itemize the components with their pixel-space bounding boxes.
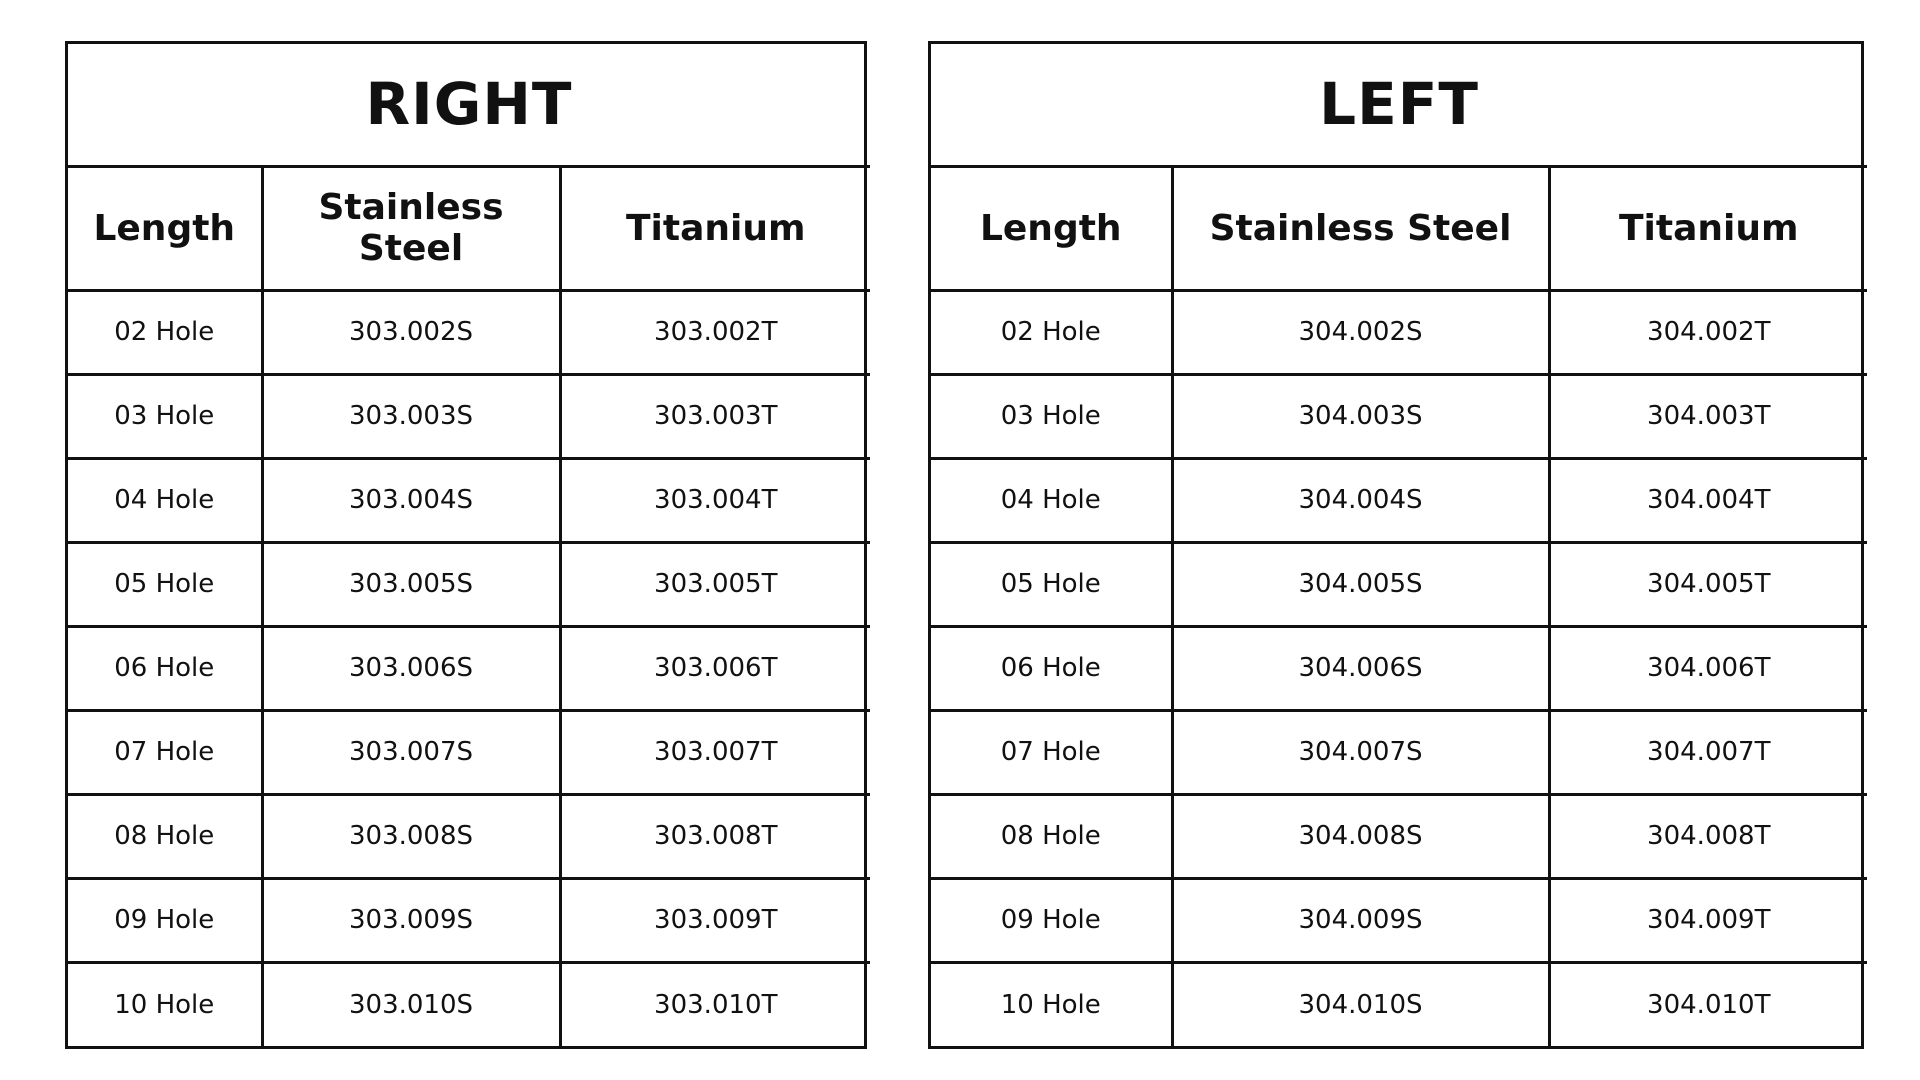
stainless-steel-cell: 303.005S (262, 542, 560, 626)
table-title-row (931, 44, 1867, 166)
stainless-steel-cell: 304.008S (1172, 794, 1549, 878)
titanium-cell: 304.005T (1549, 542, 1867, 626)
right-table (68, 44, 870, 1046)
stainless-steel-cell: 304.007S (1172, 710, 1549, 794)
table-row (68, 626, 870, 710)
table-row (931, 542, 1867, 626)
titanium-cell: 304.004T (1549, 458, 1867, 542)
length-cell: 02 Hole (931, 290, 1172, 374)
table-title-row (68, 44, 870, 166)
table-row (931, 710, 1867, 794)
table-row (68, 878, 870, 962)
titanium-cell: 303.008T (560, 794, 870, 878)
titanium-cell: 303.006T (560, 626, 870, 710)
table-row (931, 374, 1867, 458)
stainless-steel-cell: 304.009S (1172, 878, 1549, 962)
table-row (931, 458, 1867, 542)
table-row (68, 710, 870, 794)
stainless-steel-cell: 303.004S (262, 458, 560, 542)
stainless-steel-cell: 304.010S (1172, 962, 1549, 1046)
length-cell: 10 Hole (68, 962, 262, 1046)
titanium-cell: 304.009T (1549, 878, 1867, 962)
table-row (931, 962, 1867, 1046)
stainless-steel-cell: 303.006S (262, 626, 560, 710)
stainless-steel-cell: 303.002S (262, 290, 560, 374)
column-header-stainless-steel: Stainless Steel (262, 166, 560, 290)
table-row (931, 626, 1867, 710)
titanium-cell: 303.004T (560, 458, 870, 542)
table-title: LEFT (931, 44, 1867, 166)
table-header-row (68, 166, 870, 290)
stainless-steel-cell: 304.003S (1172, 374, 1549, 458)
stainless-steel-cell: 304.004S (1172, 458, 1549, 542)
titanium-cell: 304.003T (1549, 374, 1867, 458)
length-cell: 10 Hole (931, 962, 1172, 1046)
titanium-cell: 303.010T (560, 962, 870, 1046)
stainless-steel-cell: 303.010S (262, 962, 560, 1046)
length-cell: 05 Hole (68, 542, 262, 626)
table-title: RIGHT (68, 44, 870, 166)
right-table-panel (65, 41, 867, 1049)
length-cell: 04 Hole (68, 458, 262, 542)
stainless-steel-cell: 303.007S (262, 710, 560, 794)
table-row (931, 794, 1867, 878)
column-header-length: Length (68, 166, 262, 290)
table-row (931, 290, 1867, 374)
stainless-steel-cell: 303.008S (262, 794, 560, 878)
length-cell: 08 Hole (931, 794, 1172, 878)
length-cell: 06 Hole (68, 626, 262, 710)
length-cell: 06 Hole (931, 626, 1172, 710)
titanium-cell: 304.007T (1549, 710, 1867, 794)
stainless-steel-cell: 304.006S (1172, 626, 1549, 710)
left-table (931, 44, 1867, 1046)
titanium-cell: 303.005T (560, 542, 870, 626)
column-header-stainless-steel: Stainless Steel (1172, 166, 1549, 290)
length-cell: 03 Hole (68, 374, 262, 458)
length-cell: 02 Hole (68, 290, 262, 374)
table-row (68, 542, 870, 626)
length-cell: 05 Hole (931, 542, 1172, 626)
titanium-cell: 304.008T (1549, 794, 1867, 878)
stainless-steel-cell: 304.005S (1172, 542, 1549, 626)
stainless-steel-cell: 303.003S (262, 374, 560, 458)
table-header-row (931, 166, 1867, 290)
column-header-length: Length (931, 166, 1172, 290)
table-row (68, 290, 870, 374)
titanium-cell: 304.010T (1549, 962, 1867, 1046)
column-header-titanium: Titanium (1549, 166, 1867, 290)
titanium-cell: 304.002T (1549, 290, 1867, 374)
titanium-cell: 303.009T (560, 878, 870, 962)
length-cell: 09 Hole (931, 878, 1172, 962)
titanium-cell: 303.007T (560, 710, 870, 794)
table-row (931, 878, 1867, 962)
left-table-panel (928, 41, 1864, 1049)
table-row (68, 794, 870, 878)
table-row (68, 458, 870, 542)
titanium-cell: 303.002T (560, 290, 870, 374)
length-cell: 09 Hole (68, 878, 262, 962)
titanium-cell: 303.003T (560, 374, 870, 458)
stainless-steel-cell: 303.009S (262, 878, 560, 962)
length-cell: 03 Hole (931, 374, 1172, 458)
length-cell: 07 Hole (931, 710, 1172, 794)
table-row (68, 962, 870, 1046)
titanium-cell: 304.006T (1549, 626, 1867, 710)
length-cell: 04 Hole (931, 458, 1172, 542)
length-cell: 08 Hole (68, 794, 262, 878)
column-header-titanium: Titanium (560, 166, 870, 290)
stainless-steel-cell: 304.002S (1172, 290, 1549, 374)
length-cell: 07 Hole (68, 710, 262, 794)
table-row (68, 374, 870, 458)
